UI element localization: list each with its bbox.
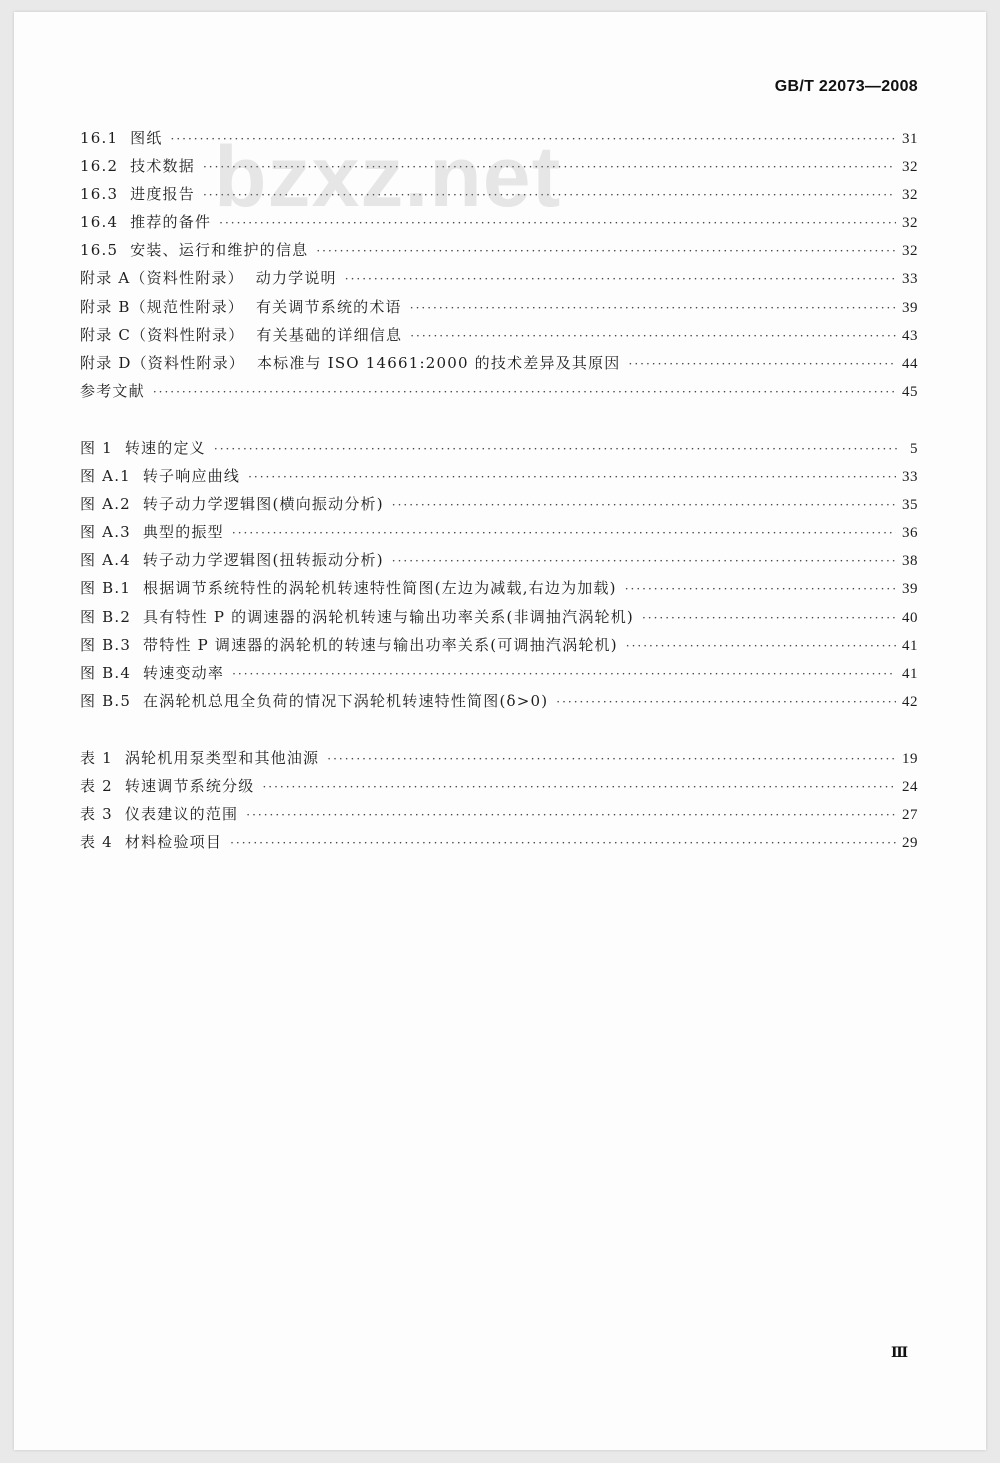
dot-leader xyxy=(316,244,896,258)
toc-entry-page: 32 xyxy=(902,159,918,176)
dot-leader xyxy=(629,357,897,371)
toc-entry-page: 33 xyxy=(902,469,918,486)
toc-entry-page: 38 xyxy=(902,553,918,570)
dot-leader xyxy=(327,752,896,766)
toc-entry-number: 表 3 xyxy=(80,805,113,824)
toc-figures xyxy=(80,437,918,718)
toc-entry-title: 有关调节系统的术语 xyxy=(255,297,402,316)
document-page xyxy=(14,12,986,1450)
toc-entry[interactable] xyxy=(80,577,918,605)
toc-sections xyxy=(80,127,918,408)
toc-entry[interactable] xyxy=(80,296,918,324)
toc-entry[interactable] xyxy=(80,634,918,662)
toc-entry-page: 40 xyxy=(902,609,918,626)
toc-entry-page: 27 xyxy=(902,807,918,824)
dot-leader xyxy=(410,329,896,343)
toc-entry-number: 图 A.3 xyxy=(80,523,131,542)
toc-entry-page: 32 xyxy=(902,187,918,204)
toc-entry-title: 技术数据 xyxy=(130,157,195,176)
toc-entry-title: 转子动力学逻辑图(扭转振动分析) xyxy=(142,551,384,570)
toc-entry-page: 44 xyxy=(902,355,918,372)
toc-entry-title: 转速的定义 xyxy=(124,439,206,457)
toc-entry[interactable] xyxy=(80,267,918,295)
toc-entry-title: 本标准与 ISO 14661:2000 的技术差异及其原因 xyxy=(256,353,621,372)
toc-entry-title: 进度报告 xyxy=(130,185,195,204)
toc-entry-number: 附录 C（资料性附录） xyxy=(80,325,245,344)
toc-entry-number: 图 B.5 xyxy=(80,691,132,710)
toc-tables xyxy=(80,747,918,859)
toc-entry-page: 36 xyxy=(902,525,918,542)
toc-entry-number: 16.4 xyxy=(80,213,119,232)
toc-entry[interactable] xyxy=(80,183,918,211)
toc-entry[interactable] xyxy=(80,239,918,267)
toc-entry-page: 39 xyxy=(902,581,918,598)
toc-entry-title: 转速调节系统分级 xyxy=(124,777,255,796)
toc-entry-page: 39 xyxy=(902,299,918,316)
dot-leader xyxy=(345,272,896,286)
dot-leader xyxy=(203,188,896,202)
toc-entry-number: 图 B.1 xyxy=(80,579,132,598)
toc-entry-page: 41 xyxy=(902,665,918,682)
toc-entry[interactable] xyxy=(80,211,918,239)
toc-entry[interactable] xyxy=(80,831,918,859)
toc-entry-number: 图 1 xyxy=(80,439,113,457)
toc-entry[interactable] xyxy=(80,437,918,465)
toc-entry[interactable] xyxy=(80,690,918,718)
dot-leader xyxy=(556,695,896,709)
dot-leader xyxy=(642,611,896,625)
toc-entry-number: 图 A.1 xyxy=(80,467,131,486)
toc-entry-number: 附录 A（资料性附录） xyxy=(80,269,244,288)
dot-leader xyxy=(248,470,896,484)
toc-entry-title: 安装、运行和维护的信息 xyxy=(130,241,309,260)
toc-entry-number: 表 2 xyxy=(80,777,113,796)
toc-entry-number: 图 B.3 xyxy=(80,635,132,654)
toc-entry-title: 有关基础的详细信息 xyxy=(256,325,403,344)
toc-entry-number: 附录 B（规范性附录） xyxy=(80,297,244,316)
toc-entry-title: 转子响应曲线 xyxy=(142,467,241,486)
toc-entry-page: 5 xyxy=(910,441,918,457)
toc-entry-page: 29 xyxy=(902,835,918,852)
toc-entry-page: 32 xyxy=(902,215,918,232)
toc-entry[interactable] xyxy=(80,549,918,577)
toc-entry-title: 转子动力学逻辑图(横向振动分析) xyxy=(142,495,384,514)
toc-entry-number: 16.5 xyxy=(80,241,119,260)
toc-entry-page: 41 xyxy=(902,637,918,654)
toc-entry-title: 材料检验项目 xyxy=(124,833,223,852)
watermark: bzxz.net xyxy=(214,129,562,225)
toc-entry-number: 16.2 xyxy=(80,157,119,176)
toc-entry-title: 仪表建议的范围 xyxy=(124,805,239,824)
toc-entry[interactable] xyxy=(80,747,918,775)
toc-entry[interactable] xyxy=(80,521,918,549)
toc-entry[interactable] xyxy=(80,380,918,408)
toc-entry-page: 19 xyxy=(902,751,918,767)
toc-entry[interactable] xyxy=(80,493,918,521)
toc-entry[interactable] xyxy=(80,127,918,155)
dot-leader xyxy=(232,526,896,540)
standard-code: GB/T 22073—2008 xyxy=(774,78,918,95)
toc-entry-title: 转速变动率 xyxy=(143,663,225,682)
toc-entry-page: 24 xyxy=(902,779,918,796)
toc-entry-title: 动力学说明 xyxy=(255,269,337,288)
toc-entry[interactable] xyxy=(80,775,918,803)
dot-leader xyxy=(232,667,896,681)
dot-leader xyxy=(171,132,896,146)
toc-entry[interactable] xyxy=(80,803,918,831)
dot-leader xyxy=(214,442,898,456)
dot-leader xyxy=(153,385,896,399)
page-folio: Ⅲ xyxy=(890,1346,908,1361)
toc-entry-title: 典型的振型 xyxy=(142,523,224,542)
toc-entry-title: 在涡轮机总甩全负荷的情况下涡轮机转速特性简图(δ>0) xyxy=(143,691,549,710)
toc-entry-number: 图 B.2 xyxy=(80,607,132,626)
toc-entry-page: 45 xyxy=(902,383,918,400)
toc-entry[interactable] xyxy=(80,352,918,380)
toc-entry-number: 附录 D（资料性附录） xyxy=(80,353,245,372)
toc-entry-title: 带特性 P 调速器的涡轮机的转速与输出功率关系(可调抽汽涡轮机) xyxy=(143,635,618,654)
toc-entry-title: 参考文献 xyxy=(80,381,145,400)
toc-entry[interactable] xyxy=(80,465,918,493)
toc-entry-title: 推荐的备件 xyxy=(130,213,212,232)
toc-entry[interactable] xyxy=(80,662,918,690)
dot-leader xyxy=(626,639,896,653)
toc-entry-title: 图纸 xyxy=(130,129,163,147)
toc-entry[interactable] xyxy=(80,324,918,352)
toc-entry-page: 42 xyxy=(902,693,918,710)
toc-entry[interactable] xyxy=(80,155,918,183)
toc-entry-page: 33 xyxy=(902,271,918,288)
toc-entry-title: 根据调节系统特性的涡轮机转速特性简图(左边为减载,右边为加载) xyxy=(143,579,617,598)
toc-entry-number: 图 A.4 xyxy=(80,551,131,570)
toc-entry-page: 32 xyxy=(902,243,918,260)
dot-leader xyxy=(203,160,896,174)
toc-entry-page: 43 xyxy=(902,327,918,344)
dot-leader xyxy=(625,582,896,596)
dot-leader xyxy=(219,216,896,230)
dot-leader xyxy=(392,554,896,568)
toc-entry-number: 图 A.2 xyxy=(80,495,131,514)
toc-entry-number: 16.1 xyxy=(80,129,119,147)
dot-leader xyxy=(392,498,896,512)
toc-entry[interactable] xyxy=(80,606,918,634)
dot-leader xyxy=(230,836,896,850)
toc-entry-page: 31 xyxy=(902,131,918,147)
toc-entry-number: 16.3 xyxy=(80,185,119,204)
toc-entry-page: 35 xyxy=(902,497,918,514)
dot-leader xyxy=(410,301,896,315)
toc-entry-number: 图 B.4 xyxy=(80,663,132,682)
dot-leader xyxy=(262,780,896,794)
toc-entry-number: 表 4 xyxy=(80,833,113,852)
dot-leader xyxy=(246,808,896,822)
toc-entry-title: 具有特性 P 的调速器的涡轮机转速与输出功率关系(非调抽汽涡轮机) xyxy=(143,607,634,626)
toc-entry-title: 涡轮机用泵类型和其他油源 xyxy=(124,749,320,767)
toc-entry-number: 表 1 xyxy=(80,749,113,767)
